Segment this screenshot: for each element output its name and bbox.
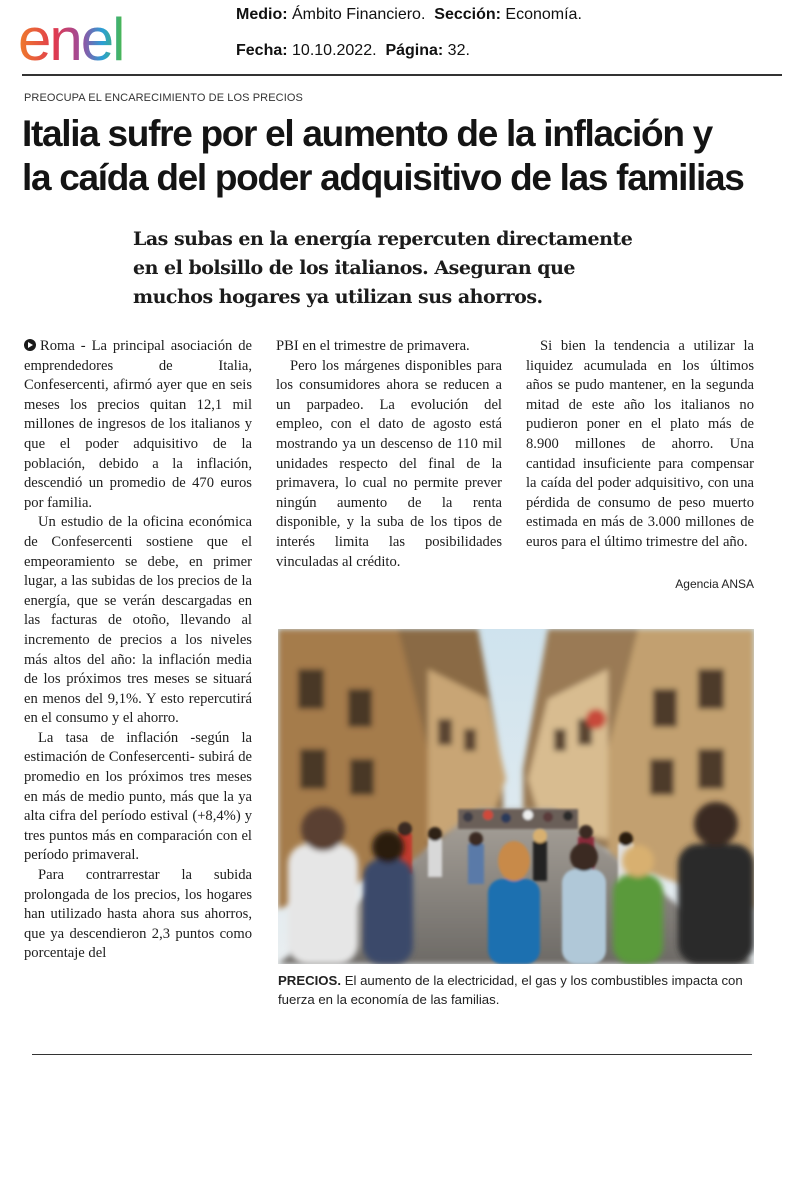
- footer-divider: [32, 1054, 752, 1055]
- svg-text:enel: enel: [18, 8, 124, 68]
- article-headline: [22, 112, 792, 200]
- news-agency-credit: Agencia ANSA: [675, 577, 754, 591]
- enel-logo: [18, 8, 170, 68]
- street-crowd-photo: [278, 629, 754, 964]
- article-kicker: PREOCUPA EL ENCARECIMIENTO DE LOS PRECIOS: [24, 92, 303, 104]
- medio-label: Medio:: [236, 6, 288, 23]
- paragraph: La tasa de inflación -según la estimación de Confesercenti- subirá de promedio en los próximos tres meses en más de medio punto, más que la ya alta cifra del período estival (+8,4%) y tres puntos más en comparación con el período primaveral.: [24, 729, 252, 864]
- paragraph: PBI en el trimestre de primavera.: [276, 338, 470, 354]
- headline-line-2: la caída del poder adquisitivo de las familias: [22, 157, 744, 198]
- fecha-value: 10.10.2022.: [287, 42, 377, 59]
- pagina-label: Página:: [385, 42, 444, 59]
- paragraph: Para contrarrestar la subida prolongada de los precios, los hogares han utilizado hasta ahora sus ahorros, que ya descendieron 2,3 puntos como porcentaje del: [24, 867, 252, 962]
- subhead-line-3: muchos hogares ya utilizan sus ahorros.: [133, 286, 543, 308]
- caption-label: PRECIOS.: [278, 973, 342, 988]
- subhead-line-2: en el bolsillo de los italianos. Aseguran que: [133, 257, 575, 279]
- meta-line-fecha: [236, 42, 582, 78]
- pagina-value: 32.: [443, 42, 470, 59]
- play-arrow-bullet-icon: [24, 339, 36, 351]
- paragraph: [24, 337, 252, 513]
- press-clipping-meta: [236, 6, 582, 78]
- seccion-value: Economía.: [500, 6, 582, 23]
- meta-line-medio: [236, 6, 582, 42]
- paragraph: Pero los márgenes disponibles para los consumidores ahora se reducen a un parpadeo. La evolución del empleo, con el dato de agosto está mostrando ya un descenso de 110 mil unidades respecto del final de la primavera, lo cual no permite prever ningún aumento de la renta disponible, y la suba de los tipos de interés limita las posibilidades vinculadas al crédito.: [276, 357, 502, 570]
- article-column-2: [276, 337, 502, 572]
- paragraph: Si bien la tendencia a utilizar la liquidez acumulada en los últimos años se pudo mantener, en la segunda mitad de este año los italianos no pudieron poner en el plato más de 8.900 millones de ahorro. Una cantidad insuficiente para compensar la caída del poder adquisitivo, con una pérdida de consumo de peso muerto estimada en más de 3.000 millones de euros para el último trimestre del año.: [526, 338, 754, 550]
- header-divider: [22, 74, 782, 76]
- photo-caption: [278, 971, 754, 1009]
- article-subhead: [133, 225, 653, 312]
- paragraph-text: Roma - La principal asociación de emprendedores de Italia, Confesercenti, afirmó ayer que en seis meses los precios quitan 12,1 mil millones de ingresos de los italianos y que el poder adquisitivo de la población, debido a la inflación, descendió un promedio de 470 euros por familia.: [24, 338, 252, 511]
- headline-line-1: Italia sufre por el aumento de la inflación y: [22, 113, 712, 154]
- seccion-label: Sección:: [434, 6, 501, 23]
- medio-value: Ámbito Financiero.: [287, 6, 426, 23]
- article-column-1: [24, 337, 252, 964]
- subhead-line-1: Las subas en la energía repercuten directamente: [133, 228, 633, 250]
- article-column-3: [526, 337, 754, 553]
- fecha-label: Fecha:: [236, 42, 288, 59]
- paragraph: Un estudio de la oficina económica de Confesercenti sostiene que el empeoramiento se debe, en primer lugar, a las subidas de los precios de la energía, que se verán descargadas en las facturas de otoño, llevando al incremento de precios a los niveles más altos del año: la inflación media de los próximos tres meses se situará en menos del 9,1%. Y esto repercutirá en el consumo y el ahorro.: [24, 514, 252, 727]
- caption-text: El aumento de la electricidad, el gas y los combustibles impacta con fuerza en la economía de las familias.: [278, 973, 743, 1007]
